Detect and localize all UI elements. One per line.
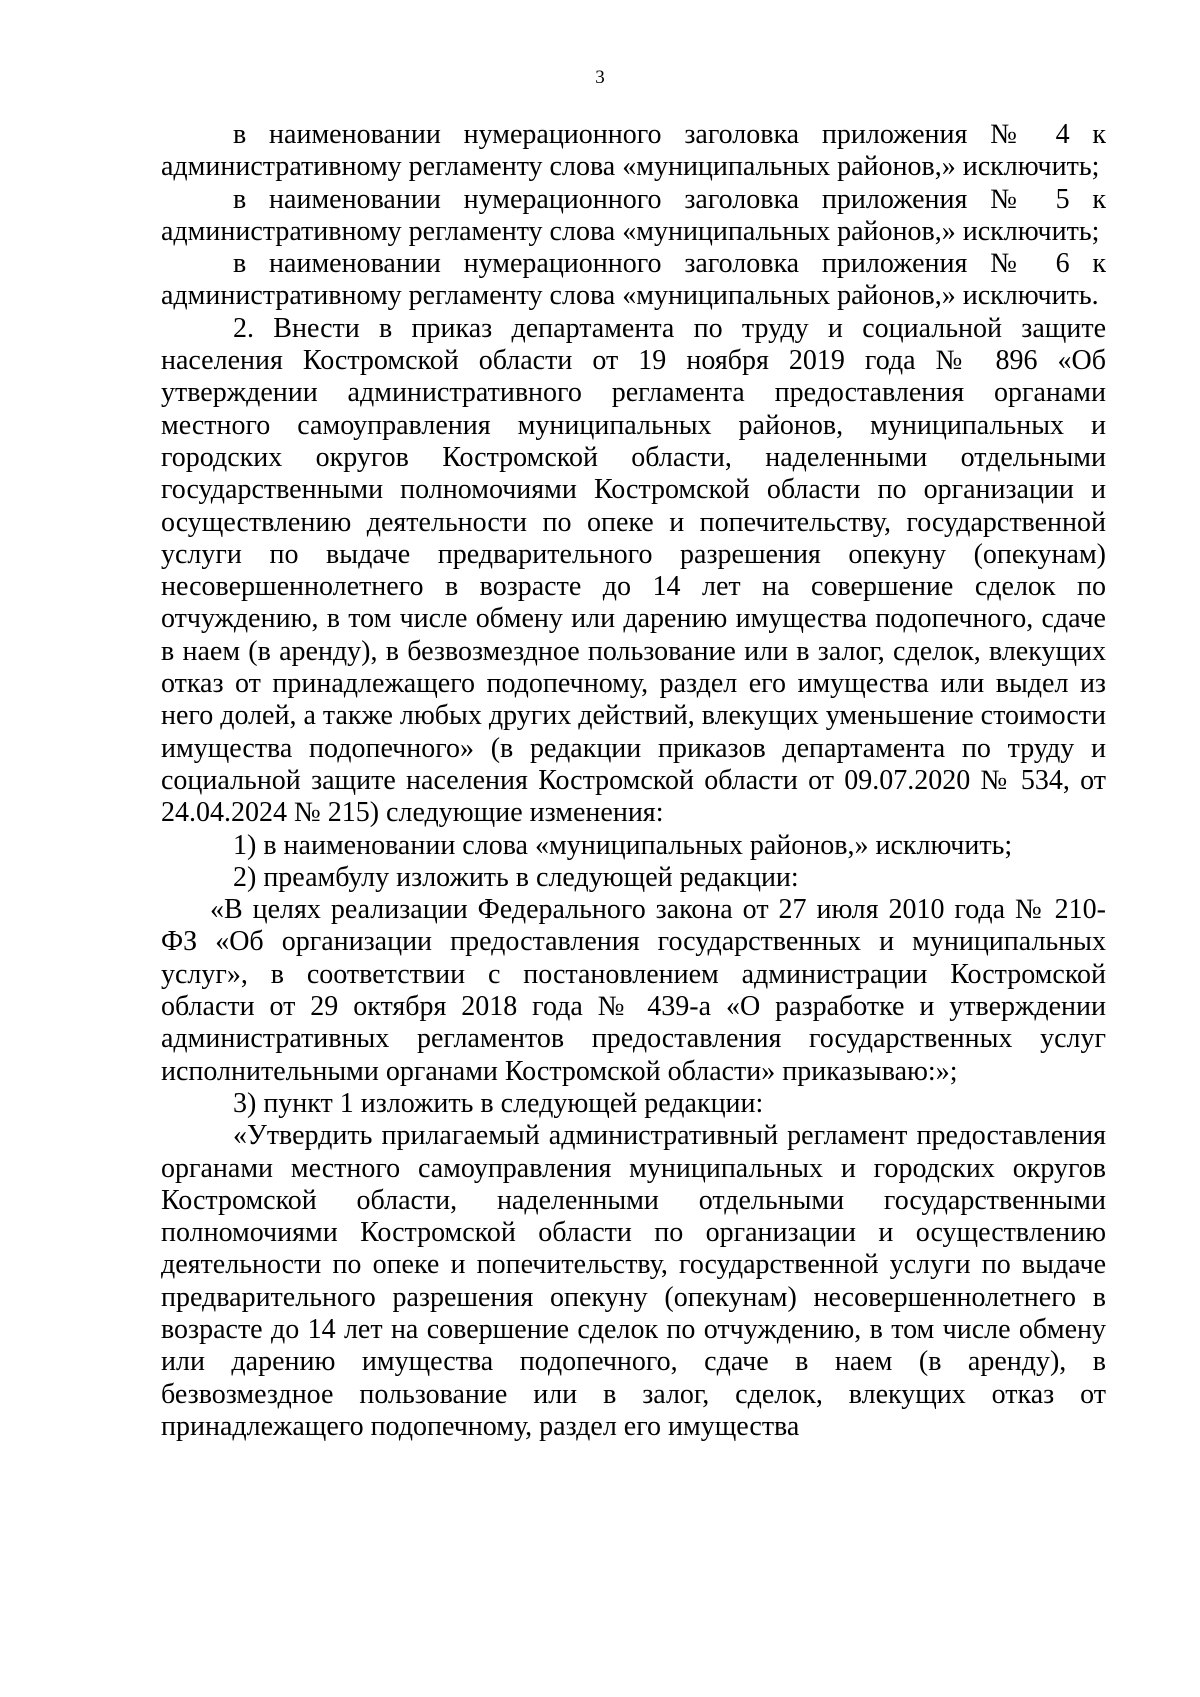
paragraph-subitem-1: 1) в наименовании слова «муниципальных районов,» исключить; xyxy=(233,829,1013,861)
paragraph-appendix-4: в наименовании нумерационного заголовка приложения № 4 к административному регламенту слова «муниципальных районов,» исключить; xyxy=(161,119,1106,183)
paragraph-item-1-quote: «Утвердить прилагаемый административный регламент предоставления органами местного самоуправления муниципальных и городских округов Костромской области, наделенными отдельными государственными полномочиями Костромской области по организации и осуществлению деятельности по опеке и попечительству, государственной услуги по выдаче предварительного разрешения опекуну (опекунам) несовершеннолетнего в возрасте до 14 лет на совершение сделок по отчуждению, в том числе обмену или дарению имущества подопечного, сдаче в наем (в аренду), в безвозмездное пользование или в залог, сделок, влекущих отказ от принадлежащего подопечному, раздел его имущества xyxy=(161,1120,1106,1442)
page-number: 3 xyxy=(595,67,605,88)
paragraph-appendix-6: в наименовании нумерационного заголовка приложения № 6 к административному регламенту слова «муниципальных районов,» исключить. xyxy=(161,248,1106,312)
paragraph-subitem-3: 3) пункт 1 изложить в следующей редакции: xyxy=(233,1087,764,1119)
paragraph-preamble-quote: «В целях реализации Федерального закона от 27 июля 2010 года № 210-ФЗ «Об организации предоставления государственных и муниципальных услуг», в соответствии с постановлением администрации Костромской области от 29 октября 2018 года № 439-а «О разработке и утверждении административных регламентов предоставления государственных услуг исполнительными органами Костромской области» приказываю:»; xyxy=(161,894,1106,1087)
document-body xyxy=(161,119,1106,1443)
paragraph-appendix-5: в наименовании нумерационного заголовка приложения № 5 к административному регламенту слова «муниципальных районов,» исключить; xyxy=(161,183,1106,247)
paragraph-subitem-2: 2) преамбулу изложить в следующей редакции: xyxy=(233,861,799,893)
paragraph-item-2: 2. Внести в приказ департамента по труду и социальной защите населения Костромской области от 19 ноября 2019 года № 896 «Об утверждении административного регламента предоставления органами местного самоуправления муниципальных районов, муниципальных и городских округов Костромской области, наделенными отдельными государственными полномочиями Костромской области по организации и осуществлению деятельности по опеке и попечительству, государственной услуги по выдаче предварительного разрешения опекуну (опекунам) несовершеннолетнего в возрасте до 14 лет на совершение сделок по отчуждению, в том числе обмену или дарению имущества подопечного, сдаче в наем (в аренду), в безвозмездное пользование или в залог, сделок, влекущих отказ от принадлежащего подопечному, раздел его имущества или выдел из него долей, а также любых других действий, влекущих уменьшение стоимости имущества подопечного» (в редакции приказов департамента по труду и социальной защите населения Костромской области от 09.07.2020 № 534, от 24.04.2024 № 215) следующие изменения: xyxy=(161,312,1106,829)
